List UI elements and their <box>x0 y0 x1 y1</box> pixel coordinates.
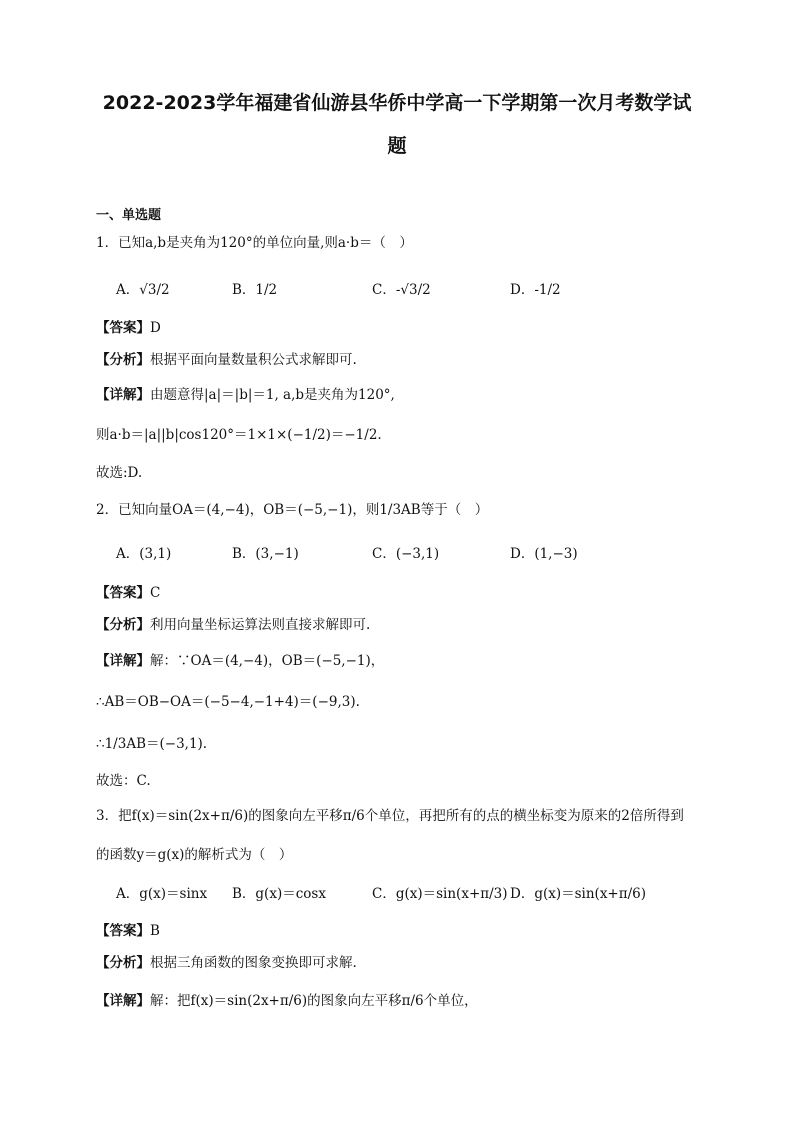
q3-stem-line2: 的函数y＝g(x)的解析式为（ ） <box>96 847 293 863</box>
q1-end: 故选:D. <box>96 465 143 481</box>
q2-end: 故选：C. <box>96 773 151 789</box>
answer-label: 【答案】 <box>96 320 150 336</box>
analysis-label: 【分析】 <box>96 617 150 633</box>
q2-analysis: 利用向量坐标运算法则直接求解即可. <box>150 617 371 633</box>
q1-analysis-row <box>96 350 357 370</box>
page-title-cont: 题 <box>387 135 407 157</box>
detail-label: 【详解】 <box>96 653 150 669</box>
page-title: 2022-2023学年福建省仙游县华侨中学高一下学期第一次月考数学试 <box>102 92 692 114</box>
q2-answer: C <box>150 585 161 601</box>
q1-detail: 由题意得|a|＝|b|＝1, a,b是夹角为120°, <box>150 387 395 403</box>
q2-option-a: A．(3,1) <box>116 546 172 562</box>
answer-label: 【答案】 <box>96 585 150 601</box>
q2-step2: ∴1/3AB＝(−3,1). <box>96 736 208 752</box>
q3-option-d: D．g(x)＝sin(x+π/6) <box>510 886 647 902</box>
q1-stem: 1．已知a,b是夹角为120°的单位向量,则a·b＝（ ） <box>96 235 413 251</box>
q1-option-d: D．-1/2 <box>510 282 561 298</box>
q1-option-c: C．-√3/2 <box>372 282 431 298</box>
q3-analysis-row <box>96 953 357 973</box>
q3-answer: B <box>150 923 160 939</box>
q1-calc: 则a·b＝|a||b|cos120°＝1×1×(−1/2)＝−1/2. <box>96 427 382 443</box>
q3-answer-row <box>96 921 160 941</box>
q2-option-c: C．(−3,1) <box>372 546 440 562</box>
q2-option-b: B．(3,−1) <box>232 546 299 562</box>
q2-stem: 2．已知向量OA＝(4,−4)，OB＝(−5,−1)，则1/3AB等于（ ） <box>96 502 489 518</box>
q1-option-b: B．1/2 <box>232 282 278 298</box>
q2-step1: ∴AB＝OB−OA＝(−5−4,−1+4)＝(−9,3). <box>96 694 360 710</box>
q3-option-c: C．g(x)＝sin(x+π/3) <box>372 886 508 902</box>
q1-option-a: A．√3/2 <box>116 282 170 298</box>
q3-analysis: 根据三角函数的图象变换即可求解. <box>150 955 357 971</box>
q1-answer-row <box>96 318 161 338</box>
q2-detail-row <box>96 651 384 671</box>
q3-option-a: A．g(x)＝sinx <box>116 886 208 902</box>
q2-option-d: D．(1,−3) <box>510 546 578 562</box>
analysis-label: 【分析】 <box>96 955 150 971</box>
q3-detail-row <box>96 991 478 1011</box>
section-heading: 一、单选题 <box>96 208 162 223</box>
q3-option-b: B．g(x)＝cosx <box>232 886 326 902</box>
q3-stem-line1: 3．把f(x)＝sin(2x+π/6)的图象向左平移π/6个单位，再把所有的点的横坐标变为原来的2倍所得到 <box>96 808 684 824</box>
q1-detail-row <box>96 385 395 405</box>
analysis-label: 【分析】 <box>96 352 150 368</box>
q1-answer: D <box>150 320 161 336</box>
q3-detail: 解：把f(x)＝sin(2x+π/6)的图象向左平移π/6个单位， <box>150 993 478 1009</box>
q2-detail: 解：∵OA＝(4,−4)，OB＝(−5,−1)， <box>150 653 385 669</box>
q1-analysis: 根据平面向量数量积公式求解即可. <box>150 352 357 368</box>
answer-label: 【答案】 <box>96 923 150 939</box>
q2-analysis-row <box>96 615 370 635</box>
detail-label: 【详解】 <box>96 387 150 403</box>
q2-answer-row <box>96 583 160 603</box>
detail-label: 【详解】 <box>96 993 150 1009</box>
